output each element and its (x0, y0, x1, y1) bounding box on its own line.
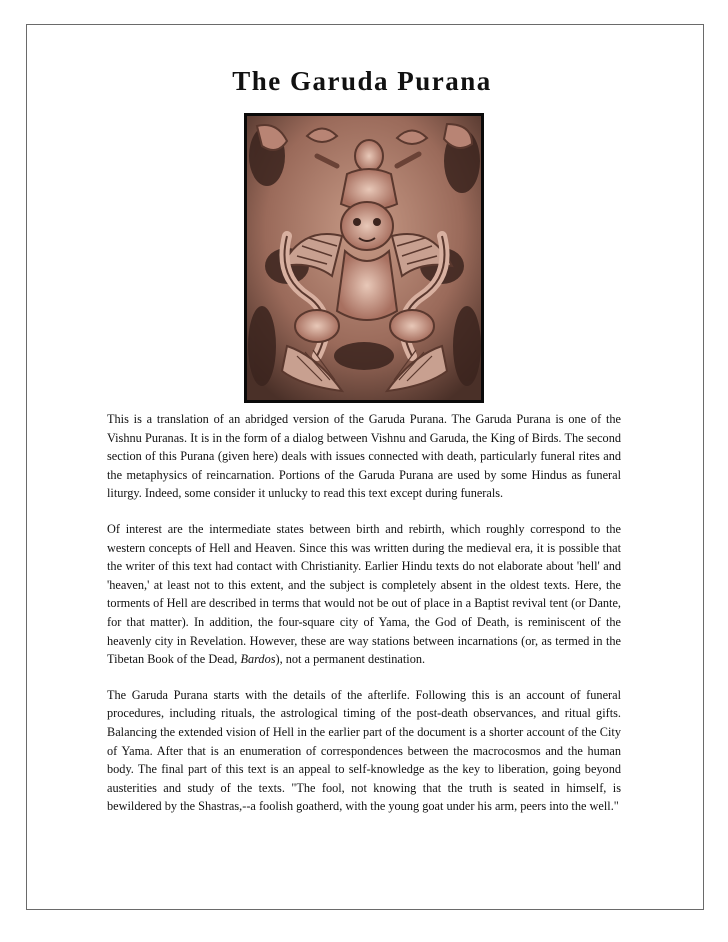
paragraph-2-text-after: ), not a permanent destination. (275, 652, 426, 667)
paragraph-1: This is a translation of an abridged version of the Garuda Purana. The Garuda Purana is one of the Vishnu Puranas. It is in the form of a dialog between Vishnu and Garuda, the King of Birds. The second section of this Purana (given here) deals with issues connected with death, particularly funeral rites and the metaphysics of reincarnation. Portions of the Garuda Purana are used by some Hindus as funeral liturgy. Indeed, some consider it unlucky to read this text except during funerals. (107, 412, 621, 501)
paragraph-2-emphasis: Bardos (240, 652, 276, 667)
paragraph-2 (107, 520, 621, 669)
garuda-carving-image (244, 113, 484, 403)
document-body (107, 410, 621, 833)
page-title: The Garuda Purana (232, 66, 492, 96)
paragraph-2-text-before: Of interest are the intermediate states between birth and rebirth, which roughly correspond to the western concepts of Hell and Heaven. Since this was written during the medieval era, it is possible that the writer of this text had contact with Christianity. Earlier Hindu texts do not elaborate about 'hell' and 'heaven,' at least not to this extent, and the subject is completely absent in the oldest texts. Here, the torments of Hell are described in terms that would not be out of place in a Baptist revival tent (or Dante, for that matter). In addition, the four-square city of Yama, the God of Death, is reminiscent of the heavenly city in Revelation. However, these are way stations between incarnations (or, as termed in the Tibetan Book of the Dead, (107, 521, 621, 667)
paragraph-3: The Garuda Purana starts with the details of the afterlife. Following this is an account of funeral procedures, including rituals, the astrological timing of the post-death observances, and ritual gifts. Balancing the extended vision of Hell in the earlier part of the document is a shorter account of the City of Yama. After that is an enumeration of correspondences between the macrocosmos and the human body. The final part of this text is an appeal to self-knowledge as the key to liberation, going beyond austerities and study of the texts. "The fool, not knowing that the truth is seated in himself, is bewildered by the Shastras,--a foolish goatherd, with the young goat under his arm, peers into the well." (107, 687, 621, 814)
